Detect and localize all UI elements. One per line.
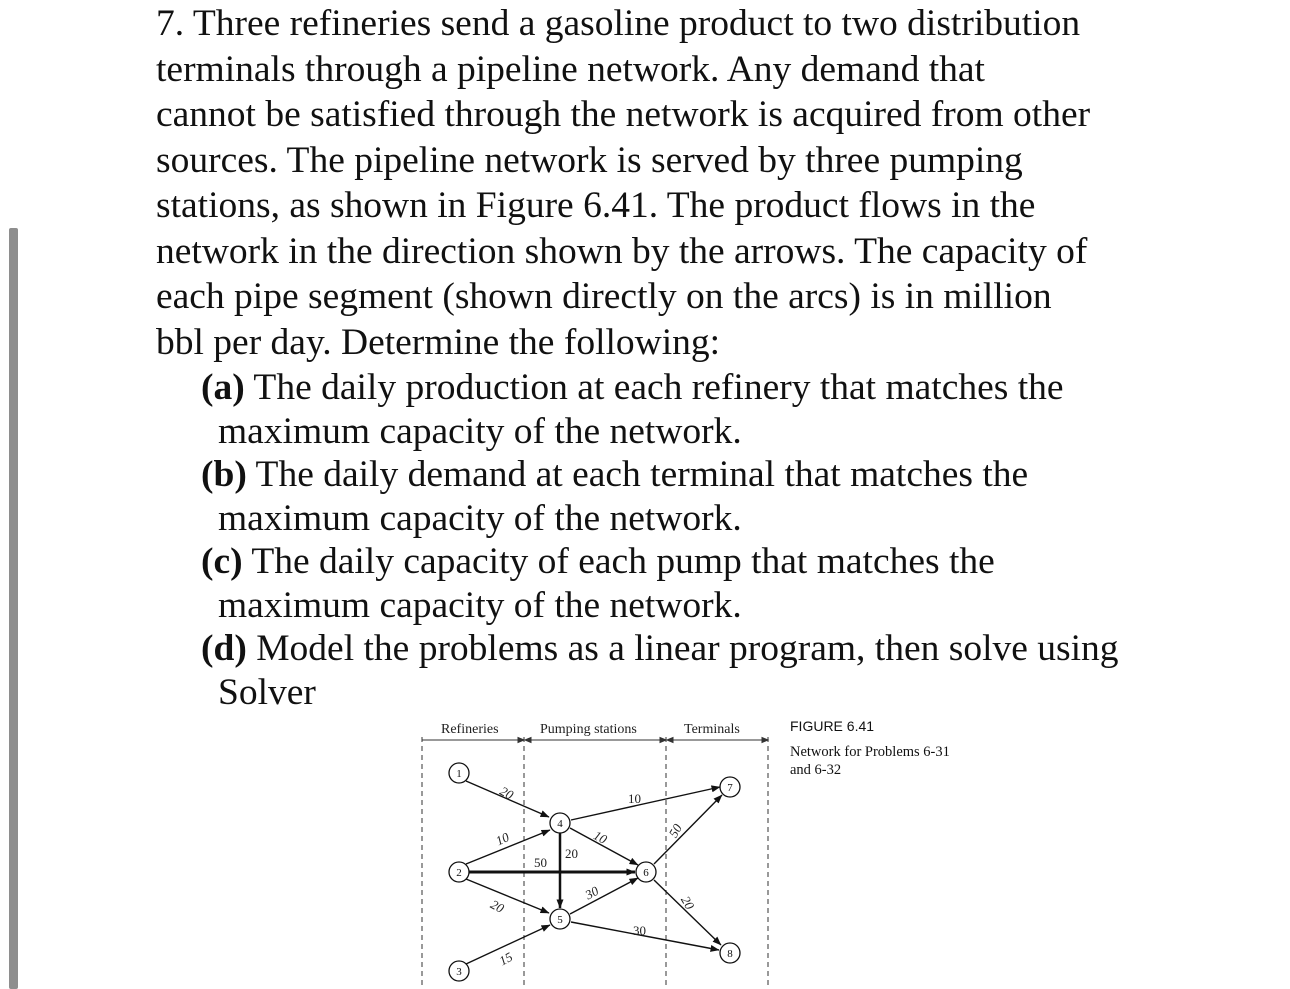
part-c-text: The daily capacity of each pump that matches the bbox=[242, 541, 995, 582]
arc-2-5 bbox=[466, 879, 549, 913]
problem-line: each pipe segment (shown directly on the arcs) is in million bbox=[156, 276, 1052, 317]
part-d-label: (d) bbox=[201, 628, 247, 669]
capacity-4-6: 10 bbox=[591, 827, 610, 847]
arc-5-6 bbox=[570, 878, 638, 914]
figure-caption-line-1: Network for Problems 6-31 bbox=[790, 744, 950, 760]
capacity-5-6: 30 bbox=[582, 883, 602, 903]
part-a-continuation: maximum capacity of the network. bbox=[218, 410, 742, 452]
capacity-5-8: 30 bbox=[633, 923, 646, 938]
node-pump-4 bbox=[550, 813, 570, 833]
part-b-label: (b) bbox=[201, 454, 247, 495]
part-a-text: The daily production at each refinery that matches the bbox=[244, 367, 1064, 408]
arc-6-7 bbox=[654, 795, 722, 864]
column-dividers bbox=[422, 737, 768, 989]
problem-line: stations, as shown in Figure 6.41. The product flows in the bbox=[156, 185, 1036, 226]
capacity-3-5: 15 bbox=[496, 949, 516, 969]
network-figure bbox=[420, 715, 780, 989]
part-b bbox=[201, 453, 1161, 540]
node-pump-6 bbox=[636, 862, 656, 882]
capacity-4-5: 20 bbox=[565, 846, 578, 861]
header-span-arrows bbox=[422, 738, 768, 743]
svg-text:3: 3 bbox=[456, 966, 462, 978]
arc-6-8 bbox=[654, 880, 721, 945]
part-b-text: The daily demand at each terminal that matches the bbox=[246, 454, 1029, 495]
capacity-6-8: 20 bbox=[678, 893, 698, 913]
problem-line: cannot be satisfied through the network is acquired from other bbox=[156, 94, 1091, 135]
arc-4-7 bbox=[571, 787, 720, 820]
figure-caption bbox=[790, 718, 990, 779]
part-c-continuation: maximum capacity of the network. bbox=[218, 584, 742, 626]
question-parts bbox=[201, 366, 1161, 714]
part-b-continuation: maximum capacity of the network. bbox=[218, 497, 742, 539]
problem-line: network in the direction shown by the arrows. The capacity of bbox=[156, 230, 1088, 272]
part-d-continuation: Solver bbox=[218, 671, 316, 713]
node-refinery-1 bbox=[449, 763, 469, 783]
svg-text:2: 2 bbox=[456, 867, 462, 879]
svg-text:1: 1 bbox=[456, 768, 462, 780]
capacity-2-4: 10 bbox=[493, 829, 512, 849]
vertical-scrollbar[interactable] bbox=[9, 228, 18, 989]
node-terminal-7 bbox=[720, 777, 740, 797]
node-refinery-3 bbox=[449, 961, 469, 981]
capacity-4-7: 10 bbox=[628, 791, 641, 806]
capacity-2-6: 50 bbox=[534, 855, 547, 870]
capacity-2-5: 20 bbox=[488, 896, 507, 916]
part-c bbox=[201, 540, 1161, 627]
figure-caption-line-2: and 6-32 bbox=[790, 762, 842, 778]
problem-line: 7. Three refineries send a gasoline product to two distribution bbox=[156, 3, 1081, 44]
node-pump-5 bbox=[550, 909, 570, 929]
svg-text:8: 8 bbox=[727, 948, 733, 960]
header-terminals: Terminals bbox=[684, 722, 740, 737]
header-refineries: Refineries bbox=[441, 722, 499, 737]
svg-text:7: 7 bbox=[727, 782, 733, 794]
capacity-1-4: 20 bbox=[497, 783, 516, 803]
part-c-label: (c) bbox=[201, 541, 243, 582]
node-terminal-8 bbox=[720, 943, 740, 963]
part-a-label: (a) bbox=[201, 367, 245, 408]
part-d bbox=[201, 627, 1161, 714]
part-d-text: Model the problems as a linear program, then solve using bbox=[246, 628, 1119, 669]
problem-line: bbl per day. Determine the following: bbox=[156, 321, 721, 363]
svg-text:6: 6 bbox=[643, 867, 649, 879]
part-a bbox=[201, 366, 1161, 453]
node-refinery-2 bbox=[449, 862, 469, 882]
svg-text:4: 4 bbox=[557, 818, 563, 830]
header-pumping-stations: Pumping stations bbox=[540, 722, 637, 737]
svg-text:5: 5 bbox=[557, 914, 563, 926]
figure-label: FIGURE 6.41 bbox=[790, 718, 875, 734]
problem-line: sources. The pipeline network is served by three pumping bbox=[156, 139, 1023, 181]
problem-line: terminals through a pipeline network. Any demand that bbox=[156, 48, 985, 90]
problem-statement bbox=[156, 1, 1156, 365]
capacity-6-7: 50 bbox=[665, 821, 685, 841]
